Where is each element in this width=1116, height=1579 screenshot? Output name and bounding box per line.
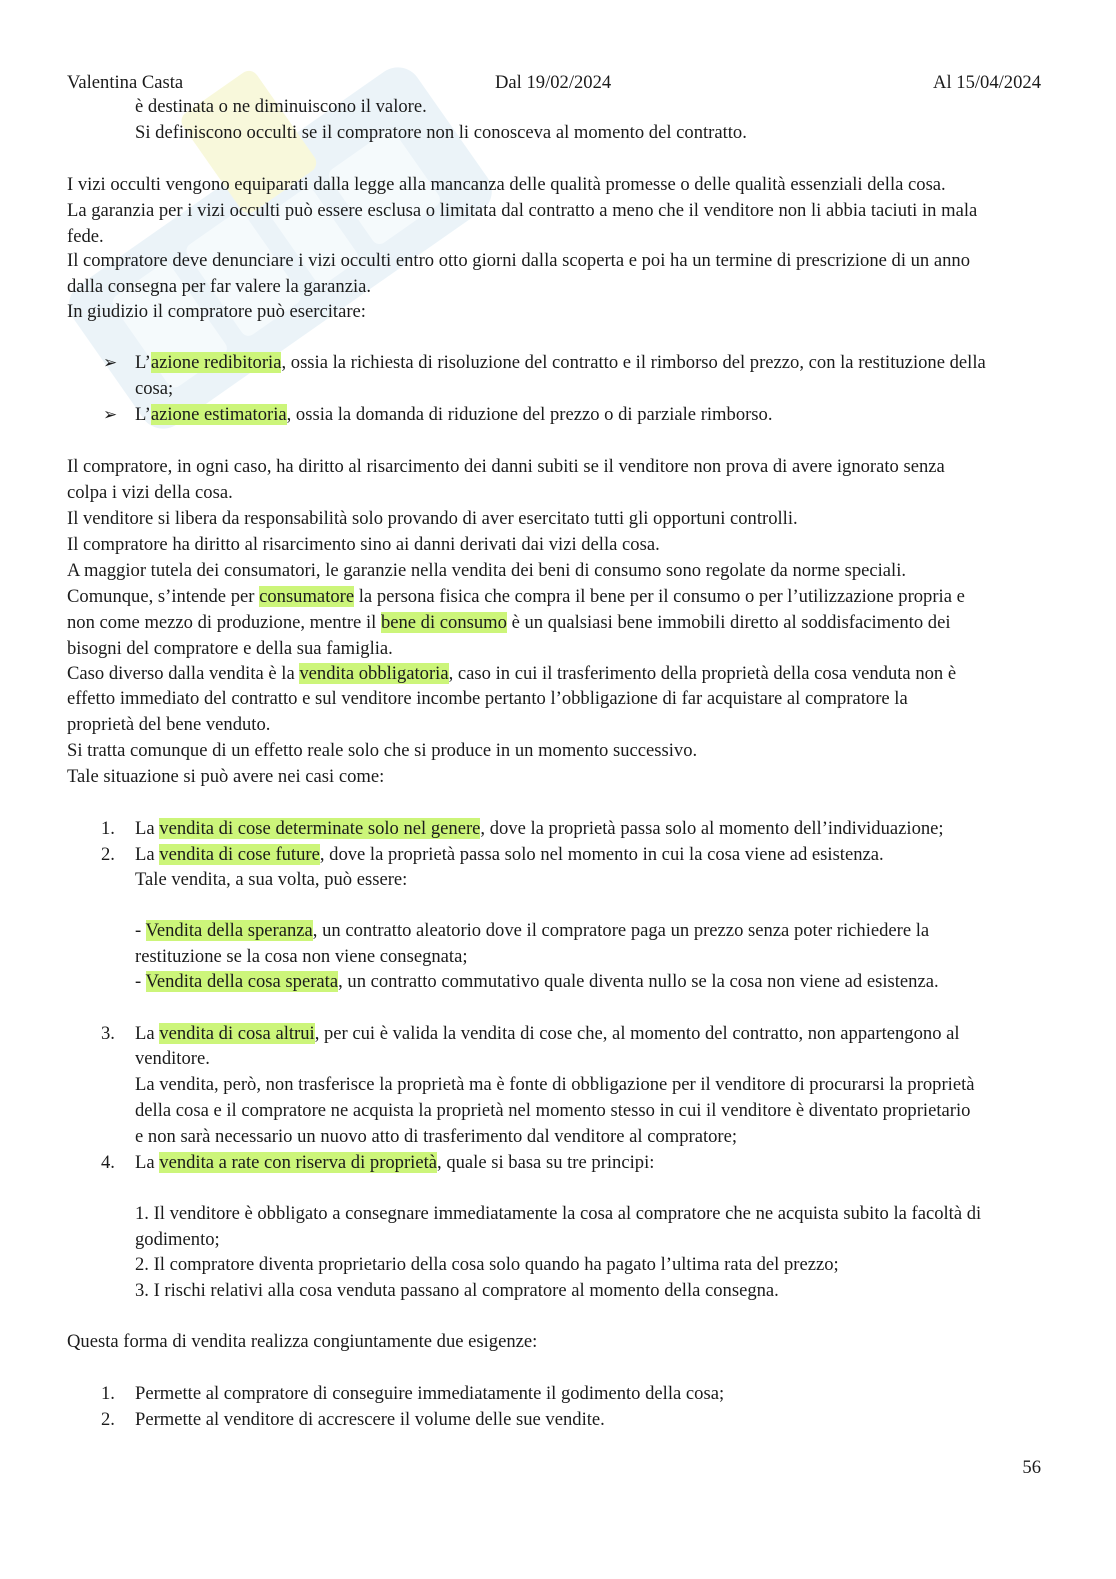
list-number: 1. [101, 1383, 115, 1404]
text-line: proprietà del bene venduto. [67, 714, 271, 735]
text-line: della cosa e il compratore ne acquista la proprietà nel momento stesso in cui il venditore è diventato proprietario [135, 1100, 971, 1121]
text-line: Il compratore ha diritto al risarcimento sino ai danni derivati dai vizi della cosa. [67, 534, 660, 555]
highlight: azione estimatoria [150, 404, 287, 425]
text-line: Tale vendita, a sua volta, può essere: [135, 869, 408, 890]
text-line: bisogni del compratore e della sua famiglia. [67, 638, 393, 659]
list-number: 3. [101, 1023, 115, 1044]
bullet-item: L’azione estimatoria, ossia la domanda di riduzione del prezzo o di parziale rimborso. [135, 404, 773, 425]
text-line: Si tratta comunque di un effetto reale solo che si produce in un momento successivo. [67, 740, 698, 761]
list-number: 1. [101, 818, 115, 839]
text-line: godimento; [135, 1229, 220, 1250]
text-line: dalla consegna per far valere la garanzia. [67, 276, 372, 297]
list-item: La vendita di cose determinate solo nel genere, dove la proprietà passa solo al momento dell’individuazione; [135, 818, 944, 839]
text-line: 3. I rischi relativi alla cosa venduta passano al compratore al momento della consegna. [135, 1280, 779, 1301]
list-number: 2. [101, 1409, 115, 1430]
list-item: Permette al compratore di conseguire immediatamente il godimento della cosa; [135, 1383, 725, 1404]
page-number: 56 [1022, 1457, 1041, 1478]
sub-item: - Vendita della cosa sperata, un contratto commutativo quale diventa nullo se la cosa non viene ad esistenza. [135, 971, 939, 992]
list-number: 4. [101, 1152, 115, 1173]
header-date-to: Al 15/04/2024 [933, 72, 1041, 93]
highlight: vendita di cosa altrui [159, 1023, 315, 1044]
text-line: non come mezzo di produzione, mentre il bene di consumo è un qualsiasi bene immobili diretto al soddisfacimento dei [67, 612, 951, 633]
sub-item: - Vendita della speranza, un contratto aleatorio dove il compratore paga un prezzo senza poter richiedere la [135, 920, 930, 941]
highlight: consumatore [259, 586, 355, 607]
text-line: restituzione se la cosa non viene consegnata; [135, 946, 468, 967]
list-number: 2. [101, 844, 115, 865]
text-line: La vendita, però, non trasferisce la proprietà ma è fonte di obbligazione per il venditore di procurarsi la proprietà [135, 1074, 975, 1095]
text-line: fede. [67, 226, 104, 247]
text-line: Tale situazione si può avere nei casi come: [67, 766, 385, 787]
highlight: vendita di cose future [159, 844, 320, 865]
text-line: In giudizio il compratore può esercitare: [67, 301, 366, 322]
list-item: La vendita di cosa altrui, per cui è valida la vendita di cose che, al momento del contratto, non appartengono al [135, 1023, 960, 1044]
arrow-bullet-icon: ➢ [103, 405, 118, 425]
highlight: Vendita della speranza [145, 920, 313, 941]
highlight: bene di consumo [380, 612, 507, 633]
text-line: e non sarà necessario un nuovo atto di trasferimento dal venditore al compratore; [135, 1126, 738, 1147]
text-line: è destinata o ne diminuiscono il valore. [135, 96, 427, 117]
bullet-item: L’azione redibitoria, ossia la richiesta di risoluzione del contratto e il rimborso del prezzo, con la restituzione della [135, 352, 986, 373]
text-line: Il compratore deve denunciare i vizi occulti entro otto giorni dalla scoperta e poi ha un termine di prescrizione di un anno [67, 250, 971, 271]
highlight: vendita obbligatoria [299, 663, 449, 684]
text-line: venditore. [135, 1048, 210, 1069]
text-line: I vizi occulti vengono equiparati dalla legge alla mancanza delle qualità promesse o delle qualità essenziali della cosa. [67, 174, 946, 195]
text-line: effetto immediato del contratto e sul venditore incombe pertanto l’obbligazione di far acquistare al compratore la [67, 688, 908, 709]
text-line: Caso diverso dalla vendita è la vendita obbligatoria, caso in cui il trasferimento della proprietà della cosa venduta non è [67, 663, 957, 684]
text-line: Si definiscono occulti se il compratore non li conosceva al momento del contratto. [135, 122, 747, 143]
text-line: colpa i vizi della cosa. [67, 482, 233, 503]
highlight: vendita di cose determinate solo nel genere [159, 818, 481, 839]
text-line: cosa; [135, 378, 174, 399]
highlight: azione redibitoria [150, 352, 282, 373]
highlight: Vendita della cosa sperata [145, 971, 339, 992]
list-item: La vendita a rate con riserva di proprietà, quale si basa su tre principi: [135, 1152, 655, 1173]
text-line: Comunque, s’intende per consumatore la persona fisica che compra il bene per il consumo o per l’utilizzazione propria e [67, 586, 965, 607]
header-author: Valentina Casta [67, 72, 184, 93]
text-line: Il compratore, in ogni caso, ha diritto al risarcimento dei danni subiti se il venditore non prova di avere ignorato senza [67, 456, 945, 477]
text-line: A maggior tutela dei consumatori, le garanzie nella vendita dei beni di consumo sono regolate da norme speciali. [67, 560, 907, 581]
text-line: La garanzia per i vizi occulti può essere esclusa o limitata dal contratto a meno che il venditore non li abbia taciuti in mala [67, 200, 978, 221]
arrow-bullet-icon: ➢ [103, 353, 118, 373]
text-line: 1. Il venditore è obbligato a consegnare immediatamente la cosa al compratore che ne acquista subito la facoltà di [135, 1203, 982, 1224]
list-item: La vendita di cose future, dove la proprietà passa solo nel momento in cui la cosa viene ad esistenza. [135, 844, 884, 865]
highlight: vendita a rate con riserva di proprietà [159, 1152, 438, 1173]
text-line: Il venditore si libera da responsabilità solo provando di aver esercitato tutti gli opportuni controlli. [67, 508, 798, 529]
list-item: Permette al venditore di accrescere il volume delle sue vendite. [135, 1409, 605, 1430]
text-line: 2. Il compratore diventa proprietario della cosa solo quando ha pagato l’ultima rata del prezzo; [135, 1254, 839, 1275]
header-date-from: Dal 19/02/2024 [495, 72, 612, 93]
text-line: Questa forma di vendita realizza congiuntamente due esigenze: [67, 1331, 538, 1352]
